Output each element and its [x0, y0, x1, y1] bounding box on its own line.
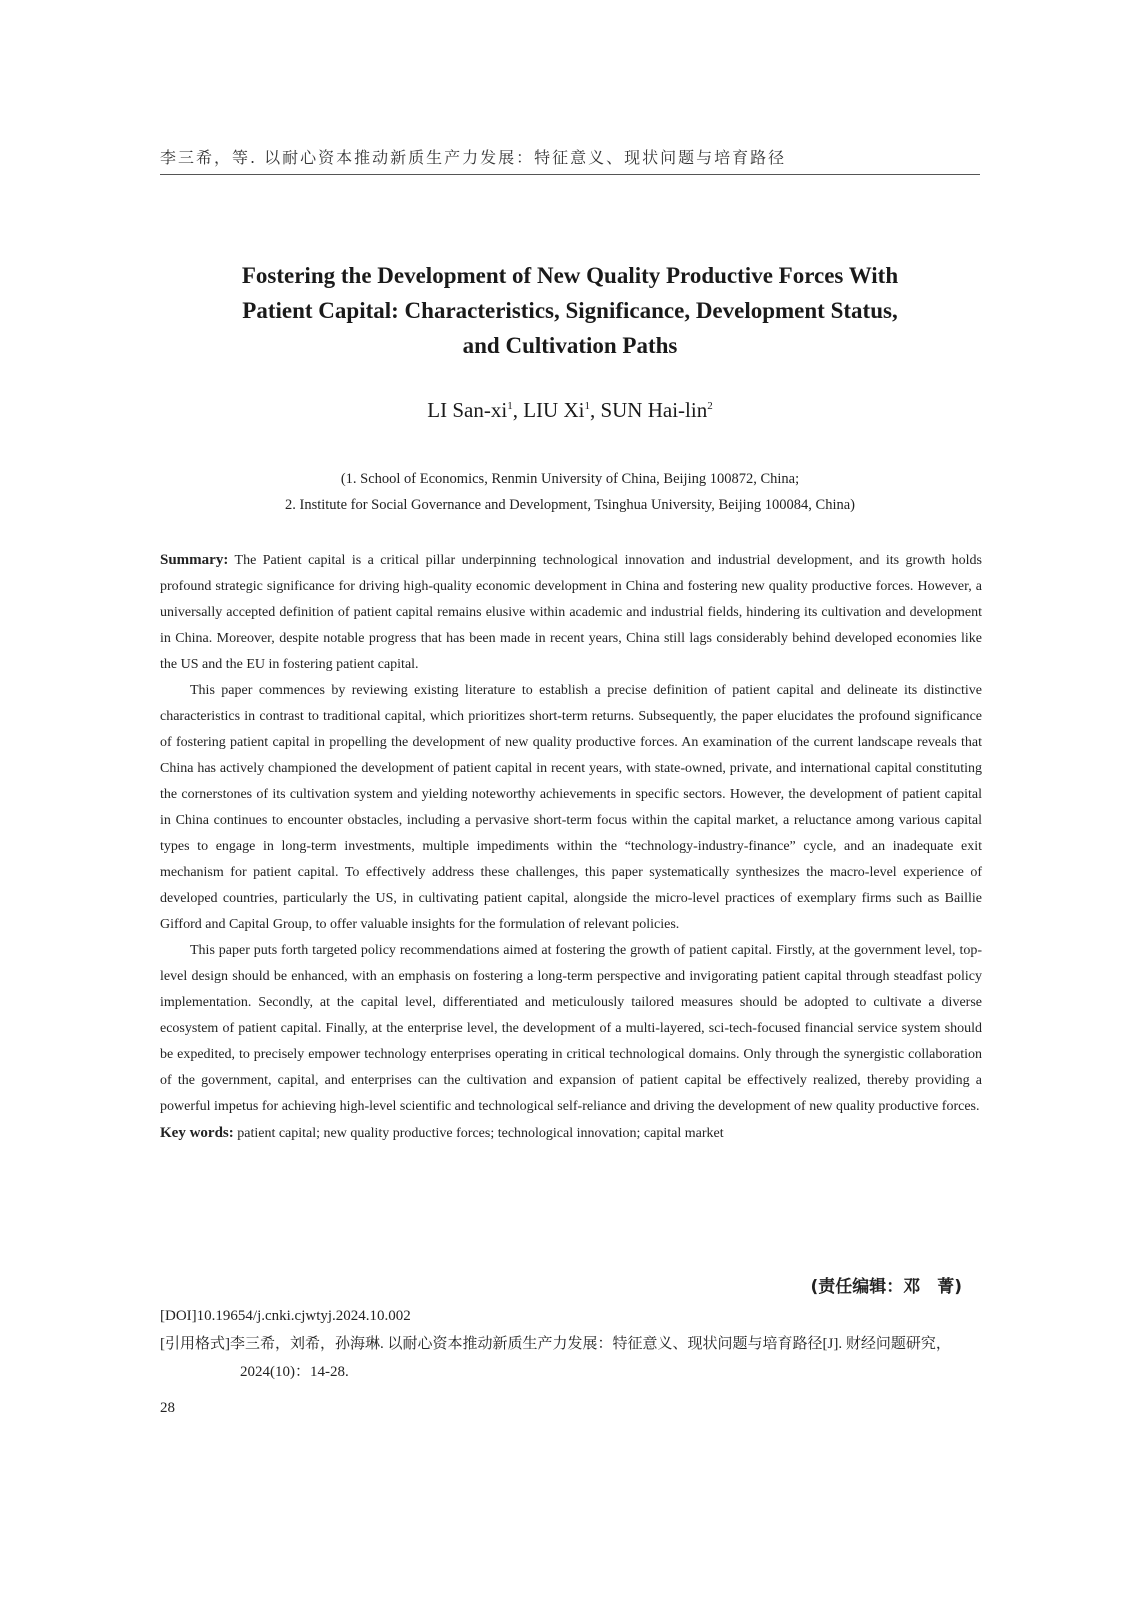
author-name: LIU Xi — [523, 398, 585, 422]
abstract — [160, 547, 982, 1147]
running-head: 李三希，等. 以耐心资本推动新质生产力发展：特征意义、现状问题与培育路径 — [160, 145, 980, 175]
keywords — [160, 1120, 982, 1147]
affiliation-1: (1. School of Economics, Renmin University of China, Beijing 100872, China; — [340, 471, 800, 487]
author-separator: , — [589, 398, 601, 422]
author-affil-sup: 1 — [584, 400, 590, 412]
author-list — [160, 398, 980, 423]
page-number: 28 — [160, 1400, 175, 1416]
keywords-text: patient capital; new quality productive forces; technological innovation; capital market — [237, 1126, 724, 1141]
responsible-editor: (责任编辑：邓 菁) — [810, 1277, 962, 1297]
author-affil-sup: 1 — [507, 400, 513, 412]
summary-paragraph-2: This paper commences by reviewing existing literature to establish a precise definition of patient capital and delineate its distinctive characteristics in contrast to traditional capital, which prioritizes short-term returns. Subsequently, the paper elucidates the profound significance of fostering patient capital in propelling the development of new quality productive forces. An examination of the current landscape reveals that China has actively championed the development of patient capital in recent years, with state-owned, private, and international capital constituting the cornerstones of its cultivation system and yielding noteworthy achievements in specific sectors. However, the development of patient capital in China continues to encounter obstacles, including a pervasive short-term focus within the capital market, a reluctance among various capital types to engage in long-term investments, multiple impediments within the “technology-industry-finance” cycle, and an inadequate exit mechanism for patient capital. To effectively address these challenges, this paper systematically synthesizes the macro-level experience of developed countries, particularly the US, in cultivating patient capital, alongside the micro-level practices of exemplary firms such as Baillie Gifford and Capital Group, to offer valuable insights for the formulation of relevant policies. — [160, 683, 982, 932]
title-line-3: and Cultivation Paths — [462, 333, 678, 358]
summary-label: Summary: — [160, 552, 229, 568]
summary-paragraph-1 — [160, 547, 982, 678]
citation-format: [引用格式]李三希，刘希，孙海琳. 以耐心资本推动新质生产力发展：特征意义、现状问题与培育路径[J]. 财经问题研究，2024(10)：14-28. — [160, 1336, 951, 1380]
author-separator: , — [512, 398, 524, 422]
affiliation-2: 2. Institute for Social Governance and Development, Tsinghua University, Beijing 100084, China) — [284, 497, 855, 513]
summary-text-1: The Patient capital is a critical pillar underpinning technological innovation and industrial development, and its growth holds profound strategic significance for driving high-quality economic development in China and fostering new quality productive forces. However, a universally accepted definition of patient capital remains elusive within academic and industrial fields, hindering its cultivation and development in China. Moreover, despite notable progress that has been made in recent years, China still lags considerably behind developed economies like the US and the EU in fostering patient capital. — [160, 553, 982, 672]
author-name: SUN Hai-lin — [600, 398, 708, 422]
summary-paragraph-3: This paper puts forth targeted policy recommendations aimed at fostering the growth of patient capital. Firstly, at the government level, top-level design should be enhanced, with an emphasis on fostering a long-term perspective and invigorating patient capital through steadfast policy implementation. Secondly, at the capital level, differentiated and meticulously tailored measures should be adopted to cultivate a diverse ecosystem of patient capital. Finally, at the enterprise level, the development of a multi-layered, sci-tech-focused financial service system should be expedited, to precisely empower technology enterprises operating in critical technological domains. Only through the synergistic collaboration of the government, capital, and enterprises can the cultivation and expansion of patient capital be effectively realized, thereby providing a powerful impetus for achieving high-level scientific and technological self-reliance and driving the development of new quality productive forces. — [160, 943, 982, 1114]
author-name: LI San-xi — [427, 398, 508, 422]
title-line-2: Patient Capital: Characteristics, Significance, Development Status, — [242, 298, 898, 323]
keywords-label: Key words: — [160, 1125, 234, 1141]
affiliations — [160, 466, 980, 518]
reference-block — [160, 1302, 982, 1386]
doi: [DOI]10.19654/j.cnki.cjwtyj.2024.10.002 — [160, 1308, 411, 1324]
paper-title — [160, 258, 980, 363]
title-line-1: Fostering the Development of New Quality Productive Forces With — [241, 263, 899, 288]
author-affil-sup: 2 — [707, 400, 713, 412]
